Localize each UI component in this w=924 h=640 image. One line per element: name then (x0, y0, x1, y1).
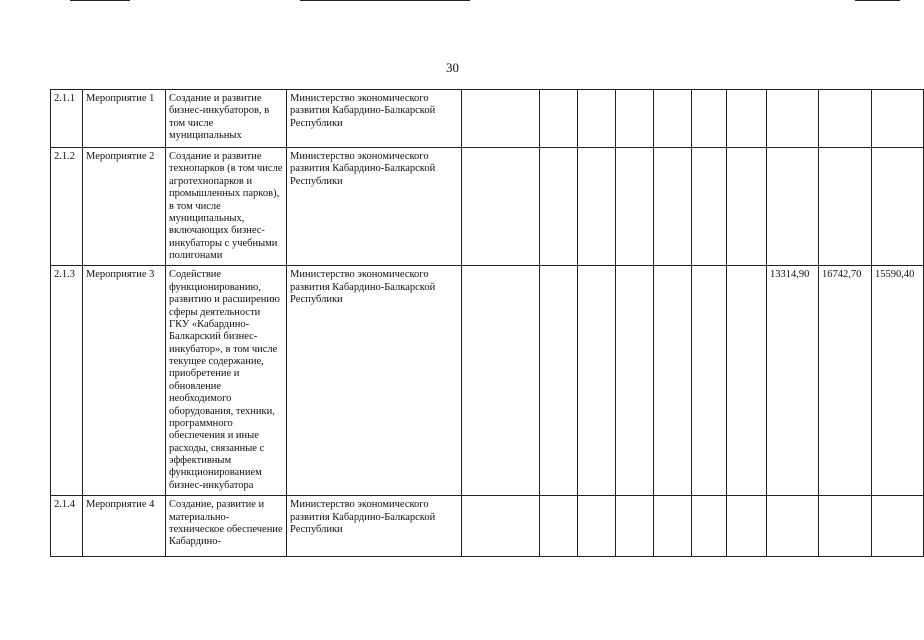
activity-label: Мероприятие 2 (83, 148, 166, 266)
row-number: 2.1.1 (51, 90, 83, 148)
value-cell (767, 496, 819, 557)
value-cell: 15590,40 (872, 266, 924, 496)
value-cell (727, 266, 767, 496)
value-cell (872, 148, 924, 266)
value-cell (654, 496, 692, 557)
responsible-executor: Министерство экономического развития Кабардино-Балкарской Республики (287, 496, 462, 557)
value-cell (616, 496, 654, 557)
value-cell (727, 496, 767, 557)
activity-label: Мероприятие 4 (83, 496, 166, 557)
value-cell (692, 148, 727, 266)
value-cell (540, 266, 578, 496)
value-cell (540, 496, 578, 557)
scan-mark-center (300, 0, 470, 1)
scan-mark-right (855, 0, 900, 1)
value-cell (692, 266, 727, 496)
activity-label: Мероприятие 1 (83, 90, 166, 148)
row-number: 2.1.3 (51, 266, 83, 496)
value-cell (578, 90, 616, 148)
responsible-executor: Министерство экономического развития Кабардино-Балкарской Республики (287, 90, 462, 148)
value-cell (462, 148, 540, 266)
value-cell (727, 148, 767, 266)
value-cell (872, 90, 924, 148)
activity-description: Создание и развитие технопарков (в том числе агротехнопарков и промышленных парков), в том числе муниципальных, включающих бизнес-инкубаторы с учебными полигонами (166, 148, 287, 266)
value-cell (540, 90, 578, 148)
value-cell (819, 496, 872, 557)
value-cell (616, 90, 654, 148)
value-cell (654, 90, 692, 148)
value-cell: 13314,90 (767, 266, 819, 496)
table-body (51, 90, 924, 557)
responsible-executor: Министерство экономического развития Кабардино-Балкарской Республики (287, 148, 462, 266)
table-row (51, 266, 924, 496)
value-cell (616, 148, 654, 266)
table-row (51, 496, 924, 557)
activity-description: Создание и развитие бизнес-инкубаторов, в том числе муниципальных (166, 90, 287, 148)
value-cell (727, 90, 767, 148)
value-cell (462, 266, 540, 496)
value-cell (819, 90, 872, 148)
row-number: 2.1.2 (51, 148, 83, 266)
value-cell (654, 266, 692, 496)
value-cell: 16742,70 (819, 266, 872, 496)
table-row (51, 90, 924, 148)
value-cell (578, 496, 616, 557)
responsible-executor: Министерство экономического развития Кабардино-Балкарской Республики (287, 266, 462, 496)
scan-mark-left (70, 0, 130, 1)
value-cell (462, 496, 540, 557)
value-cell (462, 90, 540, 148)
value-cell (767, 90, 819, 148)
value-cell (767, 148, 819, 266)
page-number: 30 (446, 60, 459, 75)
value-cell (540, 148, 578, 266)
value-cell (872, 496, 924, 557)
table-row (51, 148, 924, 266)
value-cell (578, 266, 616, 496)
value-cell (692, 496, 727, 557)
value-cell (692, 90, 727, 148)
row-number: 2.1.4 (51, 496, 83, 557)
activity-description: Создание, развитие и материально-техническое обеспечение Кабардино- (166, 496, 287, 557)
activity-label: Мероприятие 3 (83, 266, 166, 496)
value-cell (819, 148, 872, 266)
value-cell (616, 266, 654, 496)
activity-description: Содействие функционированию, развитию и расширению сферы деятельности ГКУ «Кабардино-Балкарский бизнес-инкубатор», в том числе текущее содержание, приобретение и обновление необходимого оборудования, техники, программного обеспечения и иные расходы, связанные с эффективным функционированием бизнес-инкубатора (166, 266, 287, 496)
value-cell (654, 148, 692, 266)
activities-table (50, 89, 924, 557)
value-cell (578, 148, 616, 266)
